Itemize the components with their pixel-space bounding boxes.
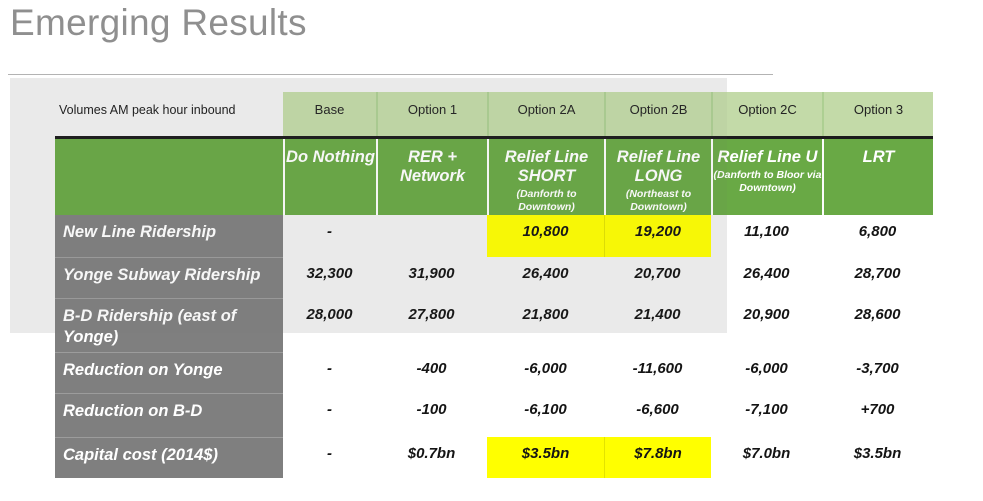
data-cell-highlighted: $3.5bn bbox=[487, 437, 604, 478]
page-title: Emerging Results bbox=[10, 2, 307, 43]
header-subcaption: (Northeast to Downtown) bbox=[625, 187, 692, 213]
row-label-new-line-ridership: New Line Ridership bbox=[55, 215, 283, 257]
data-cell: 28,600 bbox=[854, 306, 901, 323]
header-subcaption: (Danforth to Bloor via Downtown) bbox=[713, 168, 822, 194]
row-label-yonge-subway-ridership: Yonge Subway Ridership bbox=[55, 257, 283, 298]
row-label-bd-ridership: B-D Ridership (east of Yonge) bbox=[55, 298, 283, 352]
data-cell: -3,700 bbox=[856, 360, 899, 377]
header-do-nothing bbox=[283, 139, 376, 215]
data-cell: 32,300 bbox=[306, 265, 353, 282]
data-cell: 31,900 bbox=[408, 265, 455, 282]
header-name: RER + Network bbox=[399, 148, 466, 185]
column-header-option-3: Option 3 bbox=[822, 92, 933, 136]
data-cell: +700 bbox=[860, 401, 895, 418]
data-cell: 11,100 bbox=[744, 223, 789, 240]
header-name: Relief Line U bbox=[717, 148, 818, 166]
header-relief-line-short bbox=[487, 139, 604, 215]
data-cell: -6,600 bbox=[636, 401, 679, 418]
data-cell: 26,400 bbox=[743, 265, 790, 282]
header-name: Relief Line SHORT bbox=[504, 148, 589, 185]
row-label-capital-cost: Capital cost (2014$) bbox=[55, 437, 283, 478]
data-cell: -6,100 bbox=[524, 401, 567, 418]
data-cell: $0.7bn bbox=[407, 445, 456, 462]
data-cell: - bbox=[327, 223, 332, 240]
data-cell: $7.0bn bbox=[742, 445, 791, 462]
data-cell: 21,800 bbox=[522, 306, 569, 323]
data-cell: 20,700 bbox=[634, 265, 681, 282]
data-cell: - bbox=[327, 401, 332, 418]
data-cell-highlighted: 19,200 bbox=[604, 215, 711, 257]
header-corner-cell bbox=[55, 139, 283, 215]
data-cell: 6,800 bbox=[858, 223, 897, 240]
header-subcaption: (Danforth to Downtown) bbox=[516, 187, 577, 213]
row-label-reduction-on-yonge: Reduction on Yonge bbox=[55, 352, 283, 393]
data-cell: -11,600 bbox=[632, 360, 683, 377]
column-header-option-2c: Option 2C bbox=[711, 92, 822, 136]
data-cell: -100 bbox=[416, 401, 447, 418]
data-cell: 21,400 bbox=[634, 306, 681, 323]
column-header-option-2b: Option 2B bbox=[604, 92, 711, 136]
results-table bbox=[55, 92, 933, 478]
data-cell: $3.5bn bbox=[853, 445, 902, 462]
data-cell: 27,800 bbox=[408, 306, 455, 323]
header-relief-line-long bbox=[604, 139, 711, 215]
data-cell: 28,700 bbox=[854, 265, 901, 282]
data-cell: - bbox=[327, 360, 332, 377]
data-cell: - bbox=[327, 445, 332, 462]
header-lrt bbox=[822, 139, 933, 215]
data-cell-highlighted: $7.8bn bbox=[604, 437, 711, 478]
title-divider bbox=[8, 74, 773, 75]
data-cell: 28,000 bbox=[306, 306, 353, 323]
table-caption: Volumes AM peak hour inbound bbox=[59, 103, 236, 117]
column-header-base: Base bbox=[283, 92, 376, 136]
data-cell: -7,100 bbox=[745, 401, 788, 418]
row-label-reduction-on-bd: Reduction on B-D bbox=[55, 393, 283, 437]
header-name: Relief Line LONG bbox=[616, 148, 701, 185]
header-name: LRT bbox=[862, 148, 895, 166]
data-cell-highlighted: 10,800 bbox=[487, 215, 604, 257]
header-relief-line-u bbox=[711, 139, 822, 215]
data-cell: -6,000 bbox=[745, 360, 788, 377]
data-cell: -400 bbox=[416, 360, 447, 377]
data-cell: -6,000 bbox=[524, 360, 567, 377]
data-cell: 20,900 bbox=[743, 306, 790, 323]
data-cell bbox=[376, 215, 487, 257]
column-header-option-2a: Option 2A bbox=[487, 92, 604, 136]
data-cell: 26,400 bbox=[522, 265, 569, 282]
column-header-option-1: Option 1 bbox=[376, 92, 487, 136]
header-rer-network bbox=[376, 139, 487, 215]
header-name: Do Nothing bbox=[286, 148, 375, 166]
